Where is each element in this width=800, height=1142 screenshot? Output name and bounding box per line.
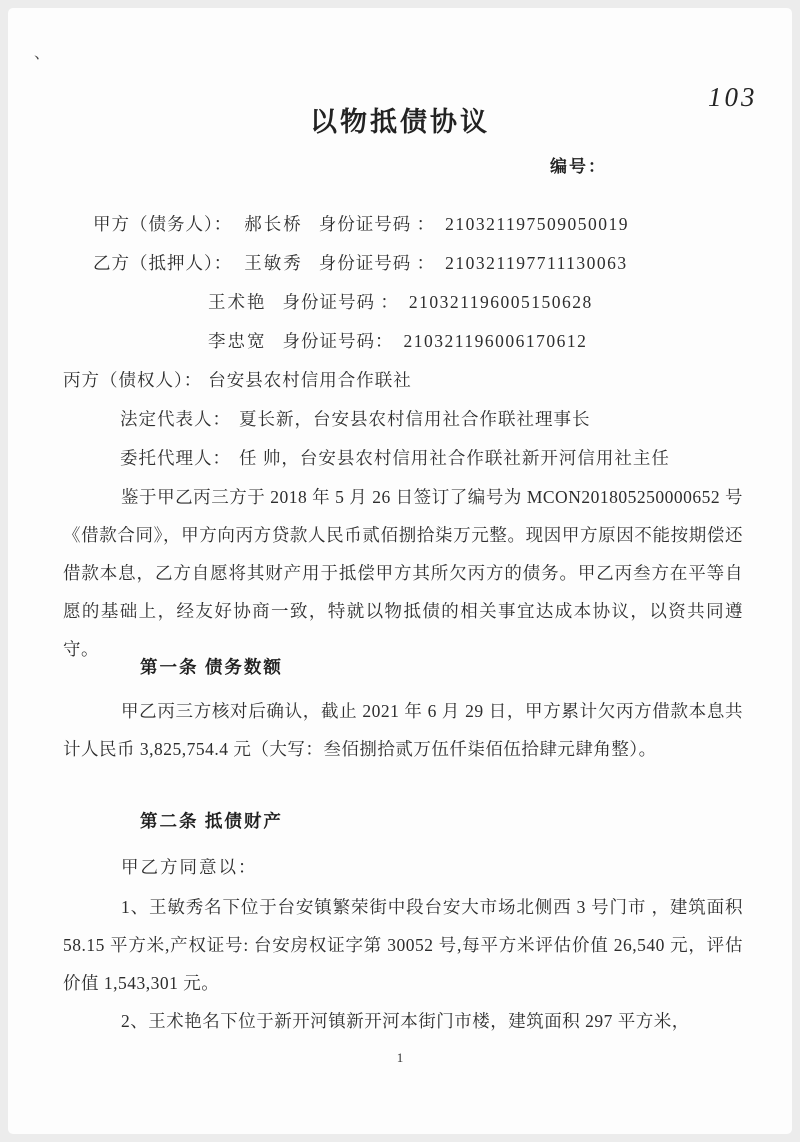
- article2-intro: 甲乙方同意以：: [121, 857, 258, 877]
- property-item-2: 2、王术艳名下位于新开河镇新开河本街门市楼，建筑面积 297 平方米，: [121, 1011, 690, 1031]
- id-label: 身份证号码 ：: [318, 214, 436, 234]
- id-label: 身份证号码 ：: [282, 292, 399, 312]
- party-name: 王术艳: [208, 292, 267, 312]
- legal-rep-value: 夏长新，台安县农村信用社合作联社理事长: [239, 409, 591, 429]
- id-number: 210321197509050019: [445, 214, 629, 234]
- article2-heading: 第二条 抵债财产: [140, 811, 283, 831]
- id-label: 身份证号码 ：: [318, 253, 436, 273]
- party-row-creditor: [63, 361, 753, 400]
- agent-label: 委托代理人：: [120, 448, 231, 468]
- party-name: 王敏秀: [244, 253, 303, 273]
- footer-page-number: 1: [396, 1050, 404, 1065]
- document-page: [8, 8, 792, 1134]
- property-item-1: 1、王敏秀名下位于台安镇繁荣街中段台安大市场北侧西 3 号门市 ，建筑面积 58.15 平方米,产权证号: 台安房权证字第 30052 号,每平方米评估价值 26,540 元，评估价值 1,543,301 元。: [63, 897, 743, 993]
- id-number: 210321196006170612: [403, 331, 588, 351]
- handwritten-page-number: 103: [708, 82, 758, 112]
- corner-pen-mark: 、: [34, 45, 51, 62]
- party-row-mortgagor-2: [63, 283, 753, 322]
- party-role: 甲方（债务人）：: [93, 214, 233, 234]
- party-row-mortgagor-1: [63, 244, 753, 283]
- preamble-paragraph: 鉴于甲乙丙三方于 2018 年 5 月 26 日签订了编号为 MCON201805250000652 号《借款合同》，甲方向丙方贷款人民币贰佰捌拾柒万元整。现因甲方原因不能按期偿还借款本息，乙方自愿将其财产用于抵偿甲方其所欠丙方的债务。甲乙丙叁方在平等自愿的基础上，经友好协商一致，特就以物抵债的相关事宜达成本协议，以资共同遵守。: [63, 487, 743, 659]
- legal-rep-label: 法定代表人：: [120, 409, 231, 429]
- doc-number-label: 编号：: [550, 157, 607, 176]
- party-name: 郝长桥: [244, 214, 303, 234]
- party-name: 台安县农村信用合作联社: [208, 370, 412, 390]
- authorized-agent-row: [63, 439, 753, 478]
- parties-section: [63, 205, 753, 478]
- party-role: 丙方（债权人）：: [63, 370, 203, 390]
- id-number: 210321196005150628: [408, 292, 593, 312]
- article1-heading: 第一条 债务数额: [140, 657, 283, 677]
- article1-body: 甲乙丙三方核对后确认，截止 2021 年 6 月 29 日，甲方累计欠丙方借款本息共计人民币 3,825,754.4 元（大写：叁佰捌拾贰万伍仟柒佰伍拾肆元肆角整）。: [63, 701, 743, 759]
- agent-value: 任 帅，台安县农村信用社合作联社新开河信用社主任: [239, 448, 670, 468]
- party-name: 李忠宽: [208, 331, 267, 351]
- document-title: 以物抵债协议: [310, 107, 490, 137]
- party-row-mortgagor-3: [63, 322, 753, 361]
- legal-representative-row: [63, 400, 753, 439]
- party-role: 乙方（抵押人）：: [93, 253, 233, 273]
- party-row-debtor: [63, 205, 753, 244]
- id-number: 210321197711130063: [445, 253, 628, 273]
- id-label: 身份证号码：: [282, 331, 394, 351]
